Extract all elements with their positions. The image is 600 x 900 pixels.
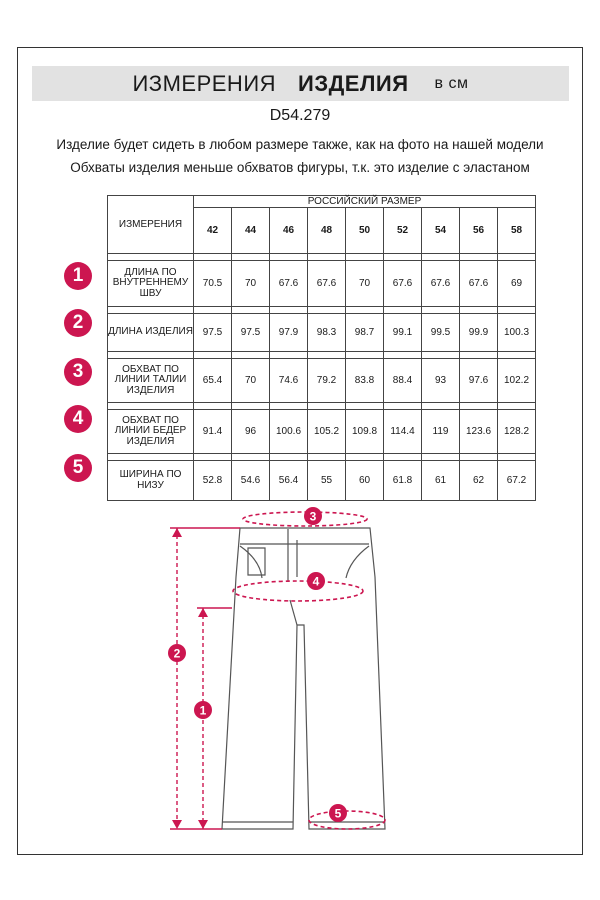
table-cell: 98.7 <box>346 314 384 352</box>
table-cell: 97.5 <box>232 314 270 352</box>
svg-text:3: 3 <box>309 509 317 524</box>
table-cell: 97.5 <box>194 314 232 352</box>
svg-text:4: 4 <box>312 574 320 589</box>
table-cell: 55 <box>308 461 346 501</box>
measurement-label-line: ИЗДЕЛИЯ <box>126 384 175 396</box>
size-header-cell: 48 <box>308 208 346 254</box>
size-header-cell: 50 <box>346 208 384 254</box>
table-cell: 65.4 <box>194 359 232 403</box>
table-cell: 54.6 <box>232 461 270 501</box>
table-cell: 69 <box>498 261 536 307</box>
table-cell: 74.6 <box>270 359 308 403</box>
size-header-cell: 44 <box>232 208 270 254</box>
table-cell: 67.6 <box>270 261 308 307</box>
table-cell: 67.6 <box>460 261 498 307</box>
elastane-note: Обхваты изделия меньше обхватов фигуры, т.к. это изделие с эластаном <box>70 160 530 175</box>
table-cell: 70.5 <box>194 261 232 307</box>
size-system-header: РОССИЙСКИЙ РАЗМЕР <box>194 196 536 208</box>
measurements-header: ИЗМЕРЕНИЯ <box>108 196 194 254</box>
table-cell: 99.9 <box>460 314 498 352</box>
table-cell: 97.6 <box>460 359 498 403</box>
row-number-badge: 1 <box>64 262 92 290</box>
marker-4 <box>307 572 325 590</box>
table-cell: 102.2 <box>498 359 536 403</box>
table-cell: 96 <box>232 410 270 454</box>
table-cell: 97.9 <box>270 314 308 352</box>
table-cell: 70 <box>346 261 384 307</box>
table-cell: 61.8 <box>384 461 422 501</box>
row-number-badge: 5 <box>64 454 92 482</box>
table-cell: 56.4 <box>270 461 308 501</box>
measurement-label-line: ШВУ <box>139 287 162 299</box>
measurement-label-line: ОБХВАТ ПО <box>122 414 179 426</box>
hem-width-line <box>309 811 385 829</box>
size-header-cell: 42 <box>194 208 232 254</box>
table-cell: 60 <box>346 461 384 501</box>
title-unit: в см <box>434 74 469 92</box>
table-cell: 62 <box>460 461 498 501</box>
table-cell: 105.2 <box>308 410 346 454</box>
marker-2 <box>168 644 186 662</box>
size-header-cell: 46 <box>270 208 308 254</box>
pants-outline <box>222 528 385 829</box>
table-cell: 67.2 <box>498 461 536 501</box>
table-cell: 109.8 <box>346 410 384 454</box>
table-cell: 99.1 <box>384 314 422 352</box>
marker-3 <box>304 507 322 525</box>
measurement-label-line: ОБХВАТ ПО <box>122 363 179 375</box>
table-cell: 128.2 <box>498 410 536 454</box>
svg-text:5: 5 <box>334 806 342 821</box>
table-cell: 93 <box>422 359 460 403</box>
size-header-cell: 58 <box>498 208 536 254</box>
size-header-cell: 54 <box>422 208 460 254</box>
hip-circumference-line <box>233 581 363 601</box>
size-header-cell: 52 <box>384 208 422 254</box>
table-cell: 114.4 <box>384 410 422 454</box>
row-number-badge: 2 <box>64 309 92 337</box>
table-cell: 100.3 <box>498 314 536 352</box>
table-cell: 119 <box>422 410 460 454</box>
outseam-length-line <box>170 528 240 829</box>
marker-5 <box>329 804 347 822</box>
table-cell: 70 <box>232 261 270 307</box>
measurement-label-line: ДЛИНА ИЗДЕЛИЯ <box>108 326 193 338</box>
row-number-badge: 3 <box>64 358 92 386</box>
measurement-label-line: ВНУТРЕННЕМУ <box>112 277 189 289</box>
measurement-label-line: ДЛИНА ПО <box>124 266 177 278</box>
table-cell: 123.6 <box>460 410 498 454</box>
title-part2: ИЗДЕЛИЯ <box>298 70 409 96</box>
table-cell: 79.2 <box>308 359 346 403</box>
table-cell: 52.8 <box>194 461 232 501</box>
table-cell: 88.4 <box>384 359 422 403</box>
measurement-label-line: ШИРИНА ПО <box>119 469 182 480</box>
table-cell: 91.4 <box>194 410 232 454</box>
fit-note: Изделие будет сидеть в любом размере также, как на фото на нашей модели <box>56 137 544 152</box>
marker-1 <box>194 701 212 719</box>
measurement-label-line: ИЗДЕЛИЯ <box>126 435 175 447</box>
table-cell: 67.6 <box>384 261 422 307</box>
table-cell: 61 <box>422 461 460 501</box>
measurement-label-line: НИЗУ <box>137 479 164 491</box>
measurement-label-line: ЛИНИИ БЕДЕР <box>114 425 187 437</box>
table-cell: 100.6 <box>270 410 308 454</box>
table-cell: 99.5 <box>422 314 460 352</box>
svg-text:1: 1 <box>199 703 207 718</box>
article-number: D54.279 <box>269 107 331 124</box>
table-cell: 67.6 <box>308 261 346 307</box>
row-number-badge: 4 <box>64 405 92 433</box>
title-part1: ИЗМЕРЕНИЯ <box>132 70 277 96</box>
table-cell: 67.6 <box>422 261 460 307</box>
size-header-cell: 56 <box>460 208 498 254</box>
table-cell: 70 <box>232 359 270 403</box>
measurement-label-line: ЛИНИИ ТАЛИИ <box>114 374 187 386</box>
table-cell: 98.3 <box>308 314 346 352</box>
svg-text:2: 2 <box>173 646 181 661</box>
table-cell: 83.8 <box>346 359 384 403</box>
